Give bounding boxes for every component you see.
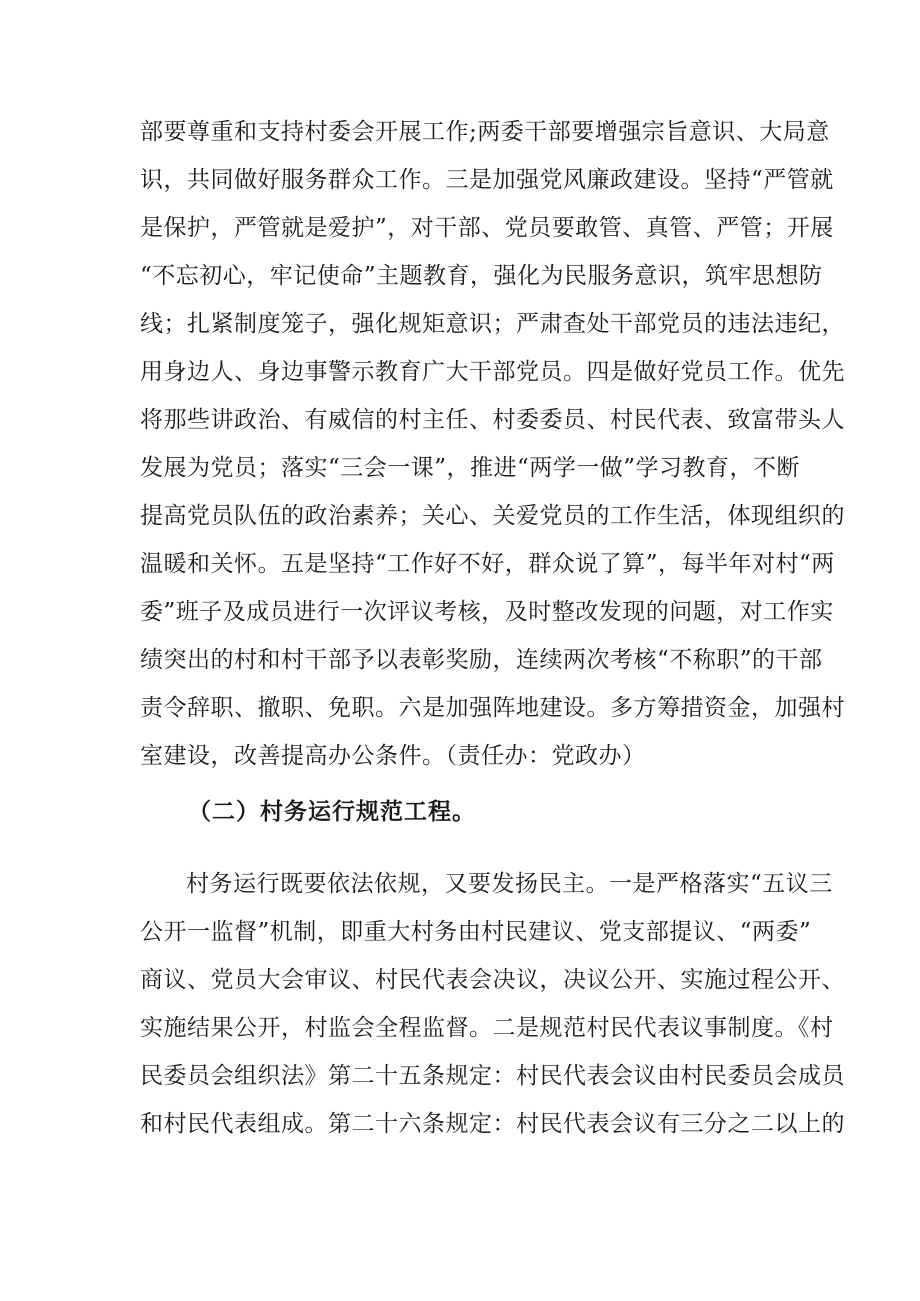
paragraph-line: 绩突出的村和村干部予以表彰奖励，连续两次考核“不称职”的干部 bbox=[140, 647, 823, 673]
paragraph-line: “不忘初心，牢记使命”主题教育，强化为民服务意识，筑牢思想防 bbox=[140, 263, 823, 289]
paragraph-line: 责令辞职、撤职、免职。六是加强阵地建设。多方筹措资金，加强村 bbox=[140, 695, 845, 721]
paragraph-line: 和村民代表组成。第二十六条规定：村民代表会议有三分之二以上的 bbox=[140, 1111, 845, 1137]
section-heading: （二）村务运行规范工程。 bbox=[188, 798, 476, 825]
paragraph-line: 发展为党员；落实“三会一课”，推进“两学一做”学习教育，不断 bbox=[140, 455, 801, 481]
paragraph-line: 用身边人、身边事警示教育广大干部党员。四是做好党员工作。优先 bbox=[140, 359, 845, 385]
paragraph-line: 村务运行既要依法依规，又要发扬民主。一是严格落实“五议三 bbox=[186, 871, 833, 897]
paragraph-line: 将那些讲政治、有威信的村主任、村委委员、村民代表、致富带头人 bbox=[140, 407, 845, 433]
paragraph-line: 商议、党员大会审议、村民代表会决议，决议公开、实施过程公开、 bbox=[140, 967, 845, 993]
paragraph-line: 民委员会组织法》第二十五条规定：村民代表会议由村民委员会成员 bbox=[140, 1063, 845, 1089]
paragraph-line: 识，共同做好服务群众工作。三是加强党风廉政建设。坚持“严管就 bbox=[140, 167, 834, 193]
paragraph-line: 实施结果公开，村监会全程监督。二是规范村民代表议事制度。《村 bbox=[140, 1015, 834, 1041]
paragraph-line: 室建设，改善提高办公条件。（责任办：党政办） bbox=[140, 743, 646, 769]
paragraph-line: 是保护，严管就是爱护”，对干部、党员要敢管、真管、严管；开展 bbox=[140, 215, 834, 241]
paragraph-line: 公开一监督”机制，即重大村务由村民建议、党支部提议、“两委” bbox=[140, 919, 812, 945]
paragraph-line: 提高党员队伍的政治素养；关心、关爱党员的工作生活，体现组织的 bbox=[140, 503, 845, 529]
paragraph-line: 委”班子及成员进行一次评议考核，及时整改发现的问题，对工作实 bbox=[140, 599, 834, 625]
paragraph-line: 线；扎紧制度笼子，强化规矩意识；严肃查处干部党员的违法违纪， bbox=[140, 311, 845, 337]
paragraph-line: 温暖和关怀。五是坚持“工作好不好，群众说了算”，每半年对村“两 bbox=[140, 551, 835, 577]
paragraph-line: 部要尊重和支持村委会开展工作;两委干部要增强宗旨意识、大局意 bbox=[140, 119, 830, 145]
